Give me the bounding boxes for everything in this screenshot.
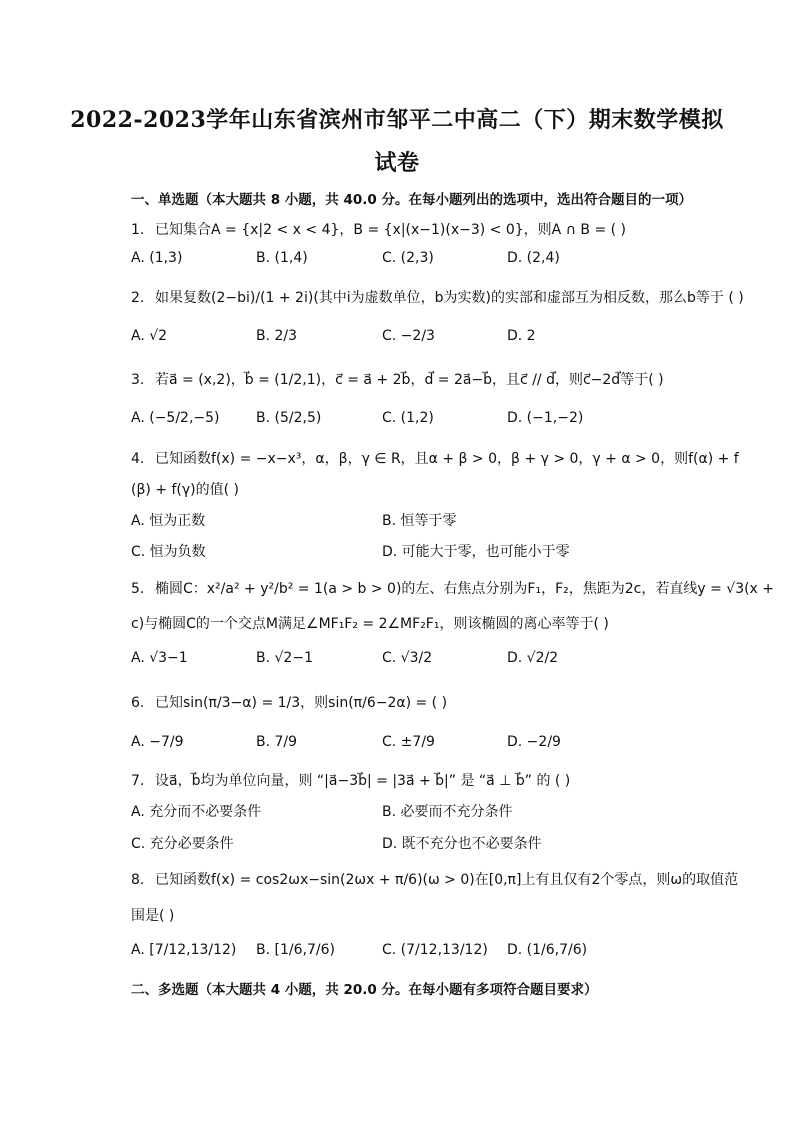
document-title-line1: 2022-2023学年山东省滨州市邹平二中高二（下）期末数学模拟 [70,107,724,133]
question-number: 7. [131,773,145,789]
question-5-continuation: c)与椭圆C的一个交点M满足∠MF₁F₂ = 2∠MF₂F₁，则该椭圆的离心率等于( ) [131,616,609,632]
q2-option-d: D. 2 [507,328,536,344]
q6-option-d: D. −2/9 [507,734,561,750]
question-4 [131,448,739,468]
q8-option-a: A. [7/12,13/12) [131,942,237,958]
q6-option-b: B. 7/9 [256,734,298,750]
question-number: 1. [131,222,145,238]
q6-option-a: A. −7/9 [131,734,184,750]
q1-option-d: D. (2,4) [507,250,560,266]
question-1 [131,219,626,239]
q2-option-b: B. 2/3 [256,328,298,344]
question-text: 已知集合A = {x|2 < x < 4}，B = {x|(x−1)(x−3) < 0}，则A ∩ B = ( ) [155,222,627,238]
q4-option-c: C. 恒为负数 [131,544,206,560]
question-number: 6. [131,695,145,711]
question-number: 8. [131,872,145,888]
q2-option-a: A. √2 [131,328,168,344]
question-5 [131,578,774,598]
question-3 [131,369,664,389]
section-heading-multiple-choice: 二、多选题（本大题共 4 小题，共 20.0 分。在每小题有多项符合题目要求） [131,982,598,998]
question-6 [131,692,447,712]
question-4-continuation: (β) + f(γ)的值( ) [131,482,240,498]
q1-option-a: A. (1,3) [131,250,183,266]
q4-option-d: D. 可能大于零，也可能小于零 [382,544,570,560]
question-8-continuation: 围是( ) [131,908,175,924]
q3-option-d: D. (−1,−2) [507,410,584,426]
question-number: 3. [131,372,145,388]
question-text: 如果复数(2−bi)/(1 + 2i)(其中i为虚数单位，b为实数)的实部和虚部互为相反数，那么b等于 ( ) [155,290,744,306]
q7-option-a: A. 充分而不必要条件 [131,804,262,820]
question-text: 椭圆C：x²/a² + y²/b² = 1(a > b > 0)的左、右焦点分别为F₁，F₂，焦距为2c，若直线y = √3(x + [155,581,775,597]
question-text: 若a⃗ = (x,2)，b⃗ = (1/2,1)，c⃗ = a⃗ + 2b⃗，d⃗ = 2a⃗−b⃗，且c⃗ // d⃗，则c⃗−2d⃗等于( ) [155,372,664,388]
q8-option-c: C. (7/12,13/12) [382,942,488,958]
question-number: 4. [131,451,145,467]
q5-option-c: C. √3/2 [382,650,433,666]
q3-option-b: B. (5/2,5) [256,410,322,426]
question-number: 5. [131,581,145,597]
q5-option-b: B. √2−1 [256,650,313,666]
question-7 [131,770,570,790]
section-heading-single-choice: 一、单选题（本大题共 8 小题，共 40.0 分。在每小题列出的选项中，选出符合题目的一项） [131,192,693,208]
q4-option-a: A. 恒为正数 [131,513,206,529]
q7-option-c: C. 充分必要条件 [131,836,234,852]
q8-option-d: D. (1/6,7/6) [507,942,588,958]
q5-option-a: A. √3−1 [131,650,188,666]
question-text: 设a⃗，b⃗均为单位向量，则 “|a⃗−3b⃗| = |3a⃗ + b⃗|” 是 “a⃗ ⊥ b⃗” 的 ( ) [155,773,571,789]
q8-option-b: B. [1/6,7/6) [256,942,335,958]
q7-option-d: D. 既不充分也不必要条件 [382,836,542,852]
q6-option-c: C. ±7/9 [382,734,435,750]
q7-option-b: B. 必要而不充分条件 [382,804,513,820]
q1-option-c: C. (2,3) [382,250,434,266]
q2-option-c: C. −2/3 [382,328,435,344]
question-2 [131,287,744,307]
question-number: 2. [131,290,145,306]
q3-option-c: C. (1,2) [382,410,434,426]
question-text: 已知sin(π/3−α) = 1/3，则sin(π/6−2α) = ( ) [155,695,448,711]
question-text: 已知函数f(x) = cos2ωx−sin(2ωx + π/6)(ω > 0)在[0,π]上有且仅有2个零点，则ω的取值范 [155,872,739,888]
q5-option-d: D. √2/2 [507,650,559,666]
document-title-line2: 试卷 [374,150,420,176]
q3-option-a: A. (−5/2,−5) [131,410,220,426]
q1-option-b: B. (1,4) [256,250,308,266]
question-8 [131,869,738,889]
question-text: 已知函数f(x) = −x−x³，α，β，γ ∈ R，且α + β > 0，β + γ > 0，γ + α > 0，则f(α) + f [155,451,739,467]
q4-option-b: B. 恒等于零 [382,513,457,529]
